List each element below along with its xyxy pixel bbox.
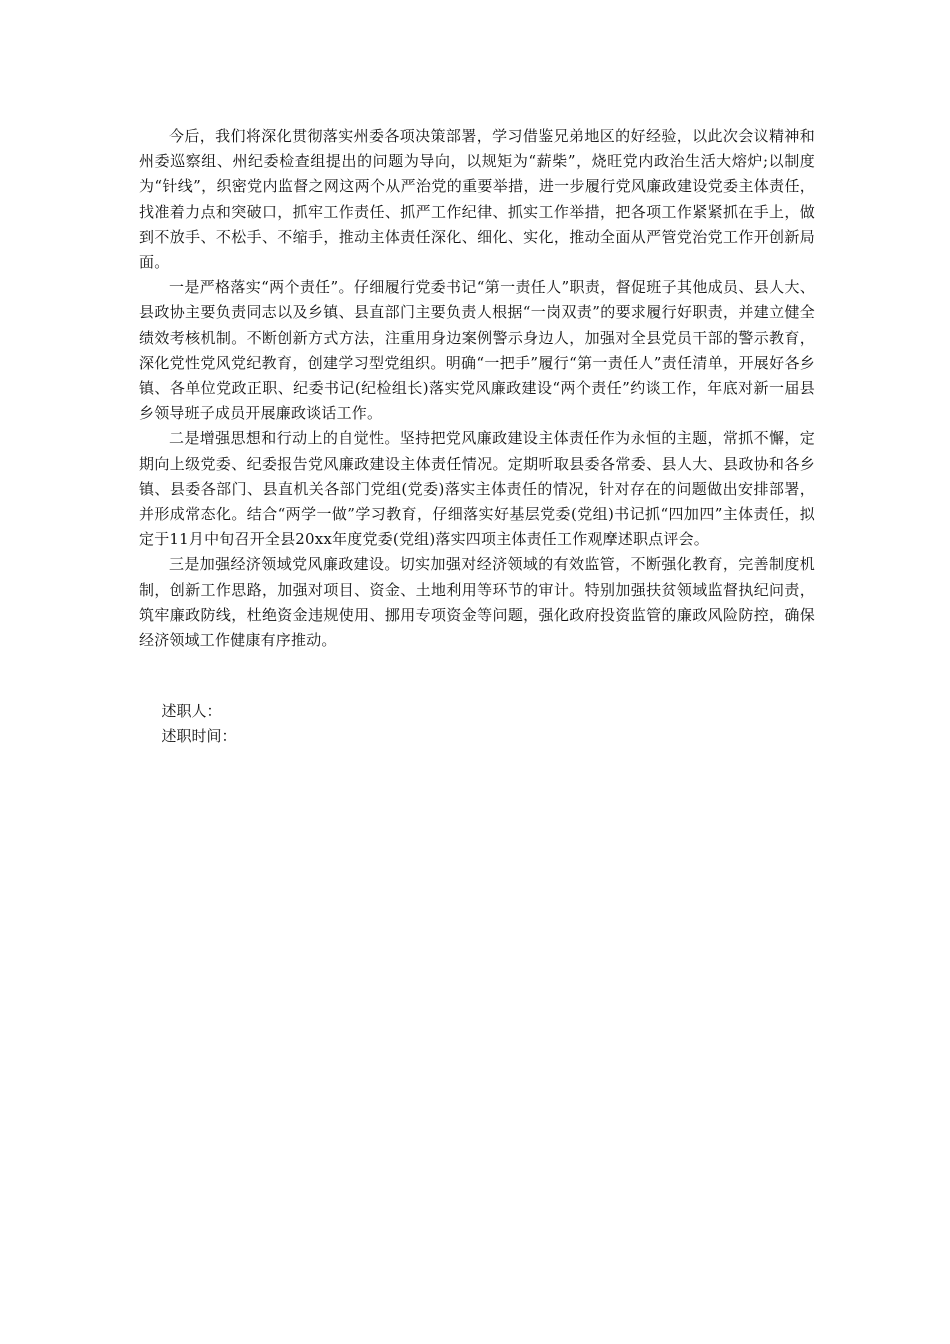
document-body bbox=[139, 124, 815, 653]
reporter-label: 述职人： bbox=[161, 702, 222, 720]
paragraph-point-two: 二是增强思想和行动上的自觉性。坚持把党风廉政建设主体责任作为永恒的主题，常抓不懈，定期向上级党委、纪委报告党风廉政建设主体责任情况。定期听取县委各常委、县人大、县政协和各乡镇、县委各部门、县直机关各部门党组(党委)落实主体责任的情况，针对存在的问题做出安排部署，并形成常态化。结合“两学一做”学习教育，仔细落实好基层党委(党组)书记抓“四加四”主体责任，拟定于11月中旬召开全县20xx年度党委(党组)落实四项主体责任工作观摩述职点评会。 bbox=[139, 429, 815, 549]
paragraph-intro: 今后，我们将深化贯彻落实州委各项决策部署，学习借鉴兄弟地区的好经验，以此次会议精神和州委巡察组、州纪委检查组提出的问题为导向，以规矩为“薪柴”，烧旺党内政治生活大熔炉;以制度为“针线”，织密党内监督之网这两个从严治党的重要举措，进一步履行党风廉政建设党委主体责任，找准着力点和突破口，抓牢工作责任、抓严工作纪律、抓实工作举措，把各项工作紧紧抓在手上，做到不放手、不松手、不缩手，推动主体责任深化、细化、实化，推动全面从严管党治党工作开创新局面。 bbox=[139, 127, 815, 272]
report-time-label: 述职时间： bbox=[161, 727, 237, 746]
paragraph-point-one: 一是严格落实“两个责任”。仔细履行党委书记“第一责任人”职责，督促班子其他成员、县人大、县政协主要负责同志以及乡镇、县直部门主要负责人根据“一岗双责”的要求履行好职责，并建立健全绩效考核机制。不断创新方式方法，注重用身边案例警示身边人，加强对全县党员干部的警示教育，深化党性党风党纪教育，创建学习型党组织。明确“一把手”履行“第一责任人”责任清单，开展好各乡镇、各单位党政正职、纪委书记(纪检组长)落实党风廉政建设“两个责任”约谈工作，年底对新一届县乡领导班子成员开展廉政谈话工作。 bbox=[139, 278, 815, 423]
paragraph-point-three: 三是加强经济领域党风廉政建设。切实加强对经济领域的有效监管，不断强化教育，完善制度机制，创新工作思路，加强对项目、资金、土地利用等环节的审计。特别加强扶贫领域监督执纪问责，筑牢廉政防线，杜绝资金违规使用、挪用专项资金等问题，强化政府投资监管的廉政风险防控，确保经济领域工作健康有序推动。 bbox=[139, 555, 815, 650]
signature-block bbox=[139, 699, 815, 749]
